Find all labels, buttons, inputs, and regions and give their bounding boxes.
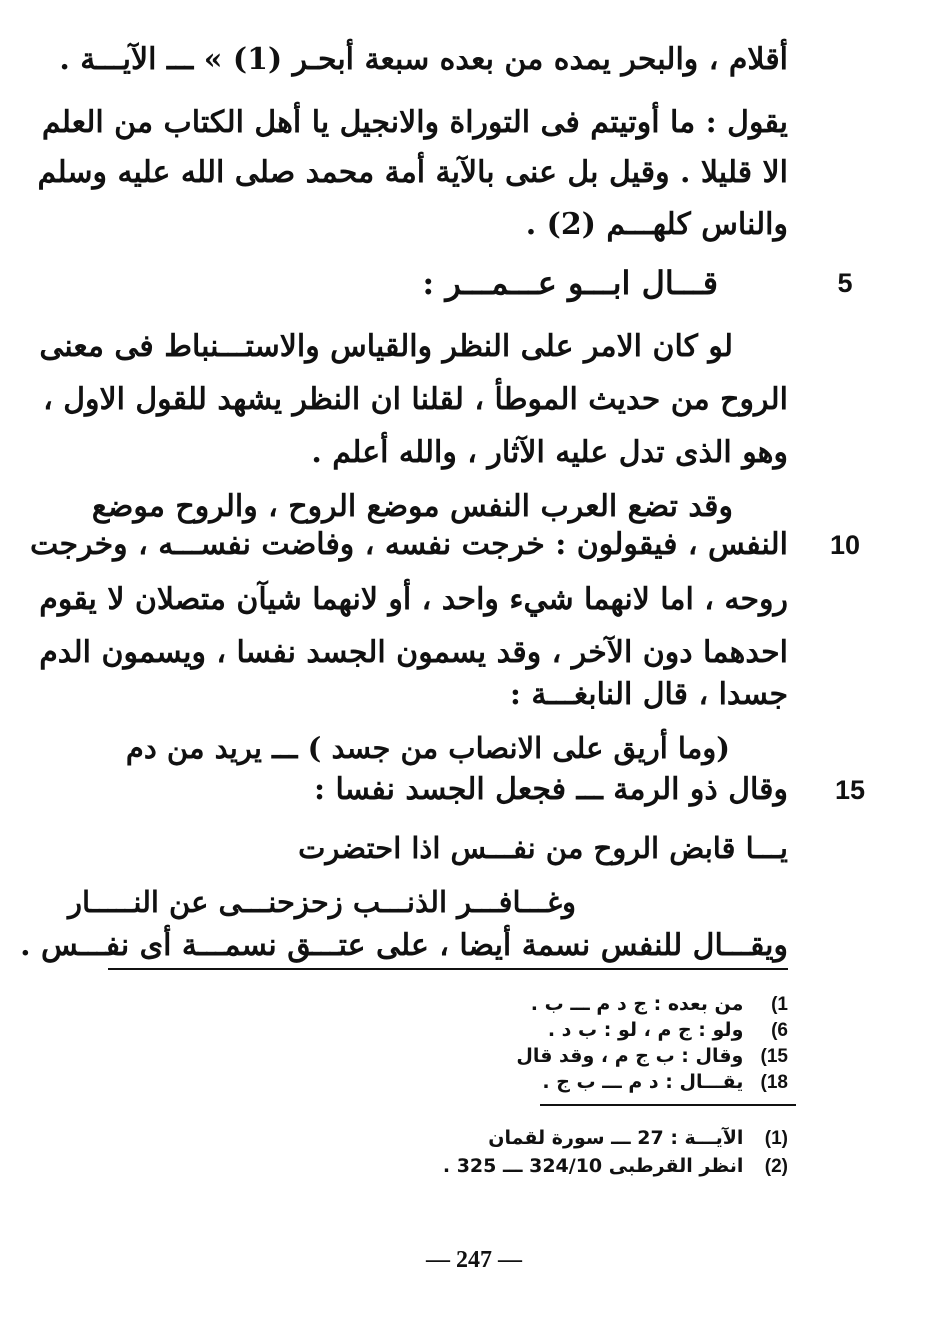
variant-note-4-num: 18) xyxy=(760,1072,788,1093)
text-line-12: احدهما دون الآخر ، وقد يسمون الجسد نفسا ، ويسمون الدم xyxy=(39,635,788,670)
line-number-5: 5 xyxy=(837,268,853,298)
quoted-verse: (وما أريق على الانصاب من جسد ) ـــ يريد من دم xyxy=(125,731,730,765)
variant-note-1-num: 1) xyxy=(771,994,788,1015)
variant-note-2 xyxy=(548,1016,788,1045)
line-number-15: 15 xyxy=(834,775,866,805)
variant-note-4 xyxy=(542,1068,788,1097)
reference-note-2-text: انظر القرطبى 324/10 ـــ 325 . xyxy=(442,1155,744,1177)
reference-note-1-num: (1) xyxy=(764,1128,788,1149)
poem-line-2: وغـــافـــر الذنـــب زحزحنـــى عن النـــــار xyxy=(68,885,576,919)
text-line-10: النفس ، فيقولون : خرجت نفسه ، وفاضت نفســـه ، وخرجت xyxy=(30,527,788,562)
text-line-4: والناس كلهـــم (2) . xyxy=(525,207,788,242)
reference-note-2-num: (2) xyxy=(764,1156,788,1177)
variant-note-3 xyxy=(516,1042,788,1071)
text-line-6: لو كان الامر على النظر والقياس والاستـــنباط فى معنى xyxy=(39,329,733,364)
page-number: — 247 — xyxy=(426,1247,522,1273)
variant-note-4-text: يقـــال : د م ـــ ب ج . xyxy=(542,1071,744,1093)
variant-note-2-text: ولو : ج م ، لو : ب د . xyxy=(547,1019,744,1041)
text-line-15: وقال ذو الرمة ـــ فجعل الجسد نفسا : xyxy=(313,772,788,807)
text-line-3: الا قليلا . وقيل بل عنى بالآية أمة محمد صلى الله عليه وسلم xyxy=(37,155,788,190)
variant-note-1-text: من بعده : ج د م ـــ ب . xyxy=(530,993,744,1015)
reference-note-1 xyxy=(488,1124,788,1153)
text-line-1: أقلام ، والبحر يمده من بعده سبعة أبحـر (1) » ـــ الآيـــة . xyxy=(59,42,788,77)
variant-note-3-num: 15) xyxy=(760,1046,788,1067)
section-heading: قـــال ابـــو عـــمـــر : xyxy=(422,264,718,302)
text-line-18: ويقـــال للنفس نسمة أيضا ، على عتـــق نسمـــة أى نفـــس . xyxy=(20,928,788,963)
main-text-underline xyxy=(108,968,788,970)
text-line-13: جسدا ، قال النابغـــة : xyxy=(509,677,788,712)
variant-note-2-num: 6) xyxy=(771,1020,788,1041)
footnote-separator xyxy=(540,1104,796,1106)
variant-note-1 xyxy=(531,990,788,1019)
text-line-11: روحه ، اما لانهما شيء واحد ، أو لانهما شيآن متصلان لا يقوم xyxy=(39,582,788,617)
poem-line-1: يـــا قابض الروح من نفـــس اذا احتضرت xyxy=(298,831,788,865)
text-line-2: يقول : ما أوتيتم فى التوراة والانجيل يا أهل الكتاب من العلم xyxy=(41,105,788,140)
text-line-7: الروح من حديث الموطأ ، لقلنا ان النظر يشهد للقول الاول ، xyxy=(43,382,788,417)
reference-note-2 xyxy=(443,1152,788,1181)
variant-note-3-text: وقال : ب ج م ، وقد قال xyxy=(516,1045,744,1067)
text-line-8: وهو الذى تدل عليه الآثار ، والله أعلم . xyxy=(311,435,788,470)
text-line-9: وقد تضع العرب النفس موضع الروح ، والروح موضع xyxy=(91,489,733,524)
line-number-10: 10 xyxy=(829,530,861,560)
reference-note-1-text: الآيـــة : 27 ـــ سورة لقمان xyxy=(488,1127,744,1149)
